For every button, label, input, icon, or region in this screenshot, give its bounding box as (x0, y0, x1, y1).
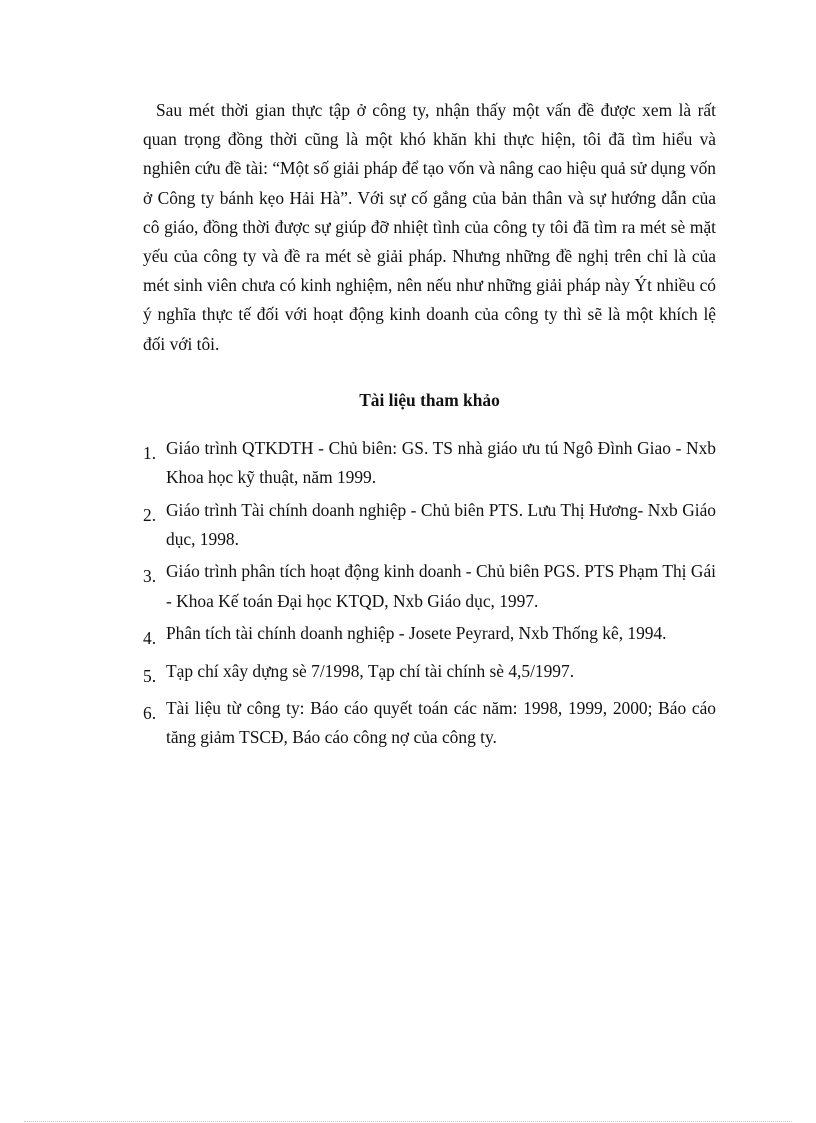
reference-item (143, 434, 716, 492)
reference-number: 6. (143, 703, 157, 724)
reference-number: 2. (143, 504, 157, 525)
reference-item (143, 557, 716, 615)
reference-item (143, 694, 716, 752)
reference-item (143, 657, 716, 691)
reference-number: 1. (143, 443, 157, 463)
conclusion-paragraph: Sau mét thời gian thực tập ở công ty, nhận thấy một vấn đề được xem là rất quan trọng đồng thời cũng là một khó khăn khi thực hiện, tôi đã tìm hiểu và nghiên cứu đề tài: “Một số giải pháp để tạo vốn và nâng cao hiệu quả sử dụng vốn ở Công ty bánh kẹo Hải Hà”. Với sự cố gắng của bản thân và sự hướng dẫn của cô giáo, đồng thời được sự giúp đỡ nhiệt tình của công ty tôi đã tìm ra mét sè mặt yếu của công ty và đề ra mét sè giải pháp. Nhưng những đề nghị trên chỉ là của mét sinh viên chưa có kinh nghiệm, nên nếu như những giải pháp này Ýt nhiều có ý nghĩa thực tế đối với hoạt động kinh doanh của công ty thì sẽ là một khích lệ đối với tôi. (143, 100, 716, 354)
page-bottom-divider (24, 1121, 792, 1122)
reference-text: Tạp chí xây dựng sè 7/1998, Tạp chí tài chính sè 4,5/1997. (166, 660, 575, 681)
reference-text: Phân tích tài chính doanh nghiệp - Josete Peyrard, Nxb Thống kê, 1994. (166, 623, 667, 644)
reference-list (143, 434, 716, 756)
reference-item (143, 619, 716, 653)
references-heading: Tài liệu tham khảo (359, 390, 500, 410)
reference-text: Giáo trình QTKDTH - Chủ biên: GS. TS nhà giáo ưu tú Ngô Đình Giao - Nxb Khoa học kỹ thuật, năm 1999. (166, 438, 716, 488)
reference-item (143, 496, 716, 554)
reference-number: 5. (143, 665, 157, 686)
reference-number: 3. (143, 566, 157, 587)
reference-number: 4. (143, 628, 157, 649)
reference-text: Giáo trình Tài chính doanh nghiệp - Chủ biên PTS. Lưu Thị Hương- Nxb Giáo dục, 1998. (166, 499, 716, 549)
reference-text: Giáo trình phân tích hoạt động kinh doanh - Chủ biên PGS. PTS Phạm Thị Gái - Khoa Kế toán Đại học KTQD, Nxb Giáo dục, 1997. (166, 561, 716, 611)
reference-text: Tài liệu từ công ty: Báo cáo quyết toán các năm: 1998, 1999, 2000; Báo cáo tăng giảm TSCĐ, Báo cáo công nợ của công ty. (166, 698, 716, 748)
